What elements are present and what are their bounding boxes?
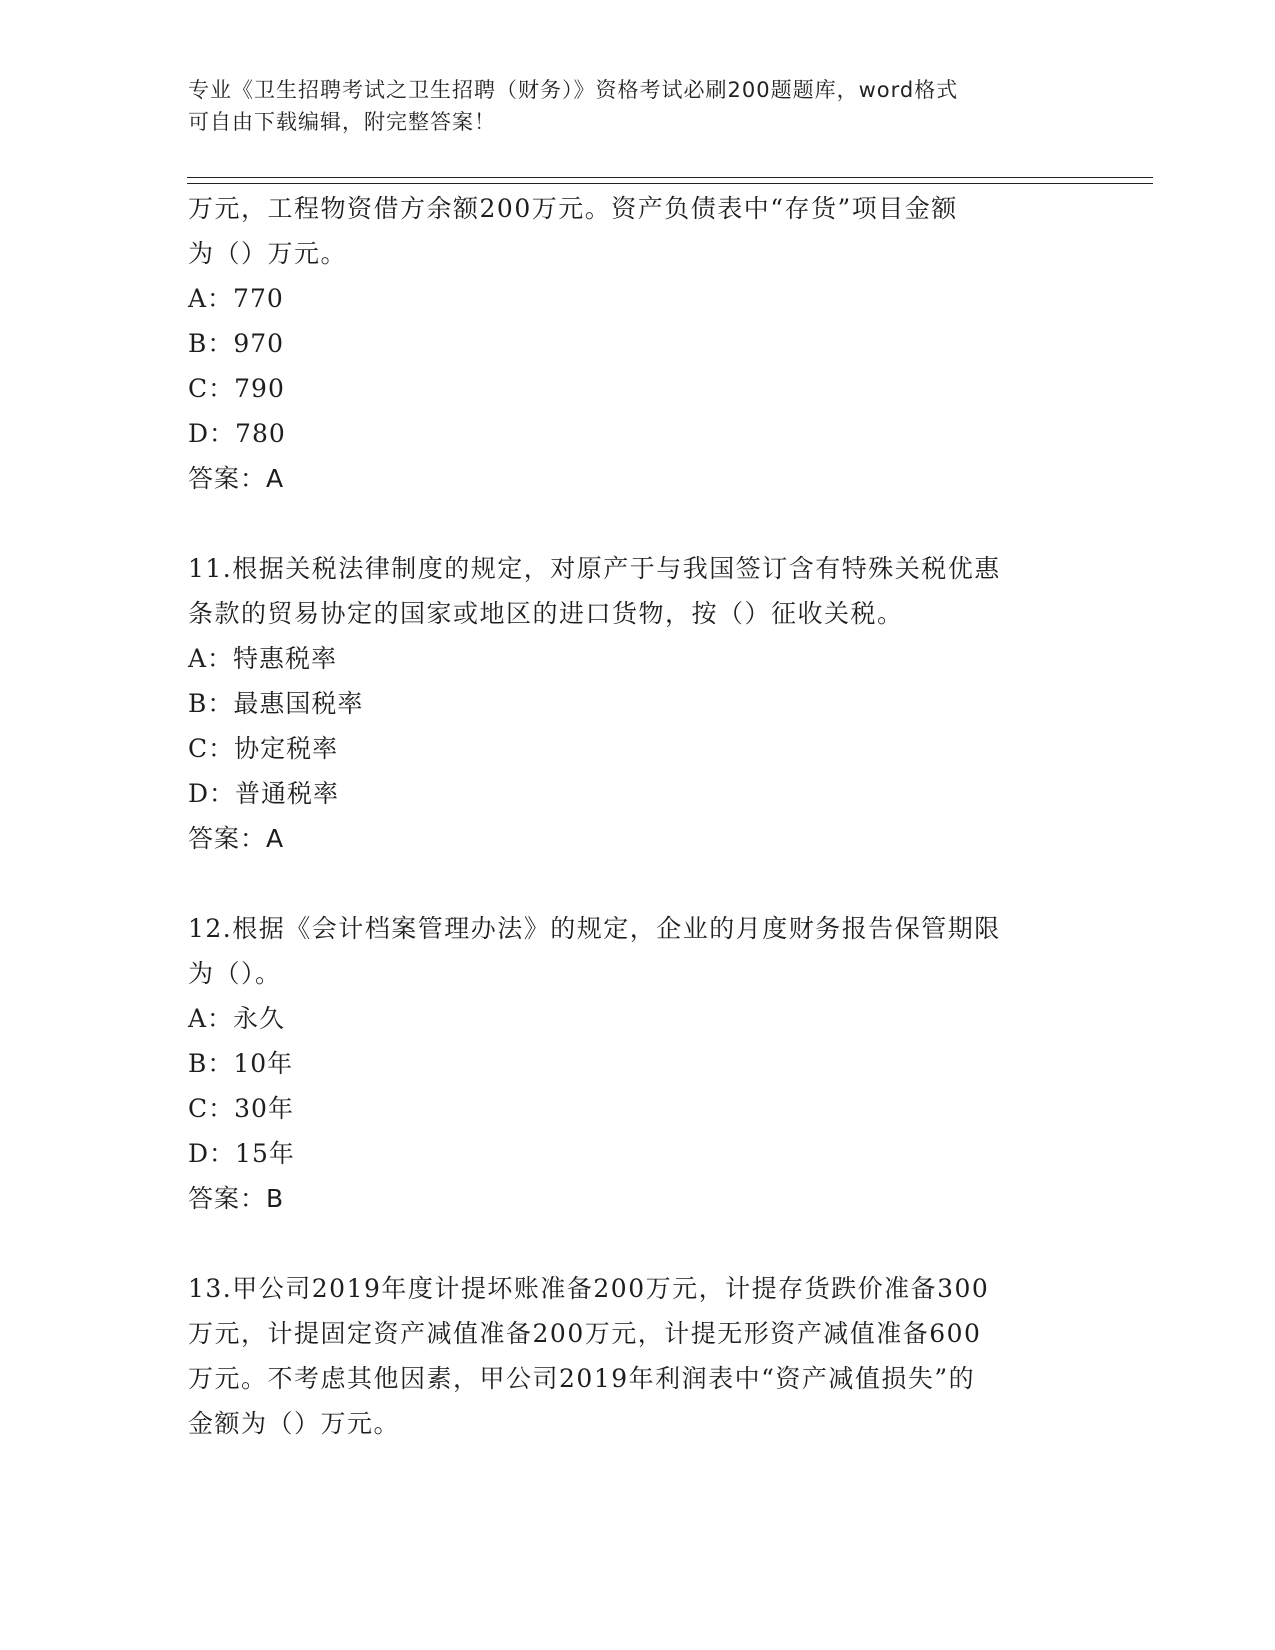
question-13	[188, 1266, 1088, 1446]
question-12-answer: 答案：B	[188, 1184, 285, 1213]
question-11-option-a: A：特惠税率	[188, 644, 338, 673]
question-12-text-line-1: 12.根据《会计档案管理办法》的规定，企业的月度财务报告保管期限	[188, 914, 1001, 943]
question-10-option-d: D：780	[188, 419, 286, 448]
question-10-text-line-1: 万元，工程物资借方余额200万元。资产负债表中“存货”项目金额	[188, 194, 958, 223]
header-line-2: 可自由下载编辑，附完整答案！	[188, 110, 496, 134]
question-12-option-a: A：永久	[188, 1004, 286, 1033]
header-line-1: 专业《卫生招聘考试之卫生招聘（财务）》资格考试必刷200题题库，word格式	[188, 78, 959, 102]
question-12-option-c: C：30年	[188, 1094, 294, 1123]
question-10-option-c: C：790	[188, 374, 285, 403]
spacer	[188, 501, 1088, 546]
question-13-text-line-4: 金额为（）万元。	[188, 1409, 401, 1438]
question-11-text-line-2: 条款的贸易协定的国家或地区的进口货物，按（）征收关税。	[188, 599, 904, 628]
question-10-option-a: A：770	[188, 284, 284, 313]
question-11-option-c: C：协定税率	[188, 734, 339, 763]
question-13-text-line-3: 万元。不考虑其他因素，甲公司2019年利润表中“资产减值损失”的	[188, 1364, 976, 1393]
spacer	[188, 861, 1088, 906]
question-11-option-d: D：普通税率	[188, 779, 340, 808]
question-11-text-line-1: 11.根据关税法律制度的规定，对原产于与我国签订含有特殊关税优惠	[188, 554, 1001, 583]
question-12-option-d: D：15年	[188, 1139, 295, 1168]
question-12-text-line-2: 为（）。	[188, 959, 282, 988]
header-rule-top	[187, 177, 1153, 178]
document-header	[188, 74, 1068, 138]
question-13-text-line-1: 13.甲公司2019年度计提坏账准备200万元，计提存货跌价准备300	[188, 1274, 990, 1303]
question-13-text-line-2: 万元，计提固定资产减值准备200万元，计提无形资产减值准备600	[188, 1319, 982, 1348]
question-10-option-b: B：970	[188, 329, 285, 358]
question-list	[188, 186, 1088, 1446]
question-10	[188, 186, 1088, 501]
spacer	[188, 1221, 1088, 1266]
question-11-answer: 答案：A	[188, 824, 285, 853]
question-11	[188, 546, 1088, 861]
question-11-option-b: B：最惠国税率	[188, 689, 364, 718]
question-12-option-b: B：10年	[188, 1049, 294, 1078]
question-10-text-line-2: 为（）万元。	[188, 239, 348, 268]
header-rule-bottom	[187, 183, 1153, 184]
question-10-answer: 答案：A	[188, 464, 285, 493]
question-12	[188, 906, 1088, 1221]
